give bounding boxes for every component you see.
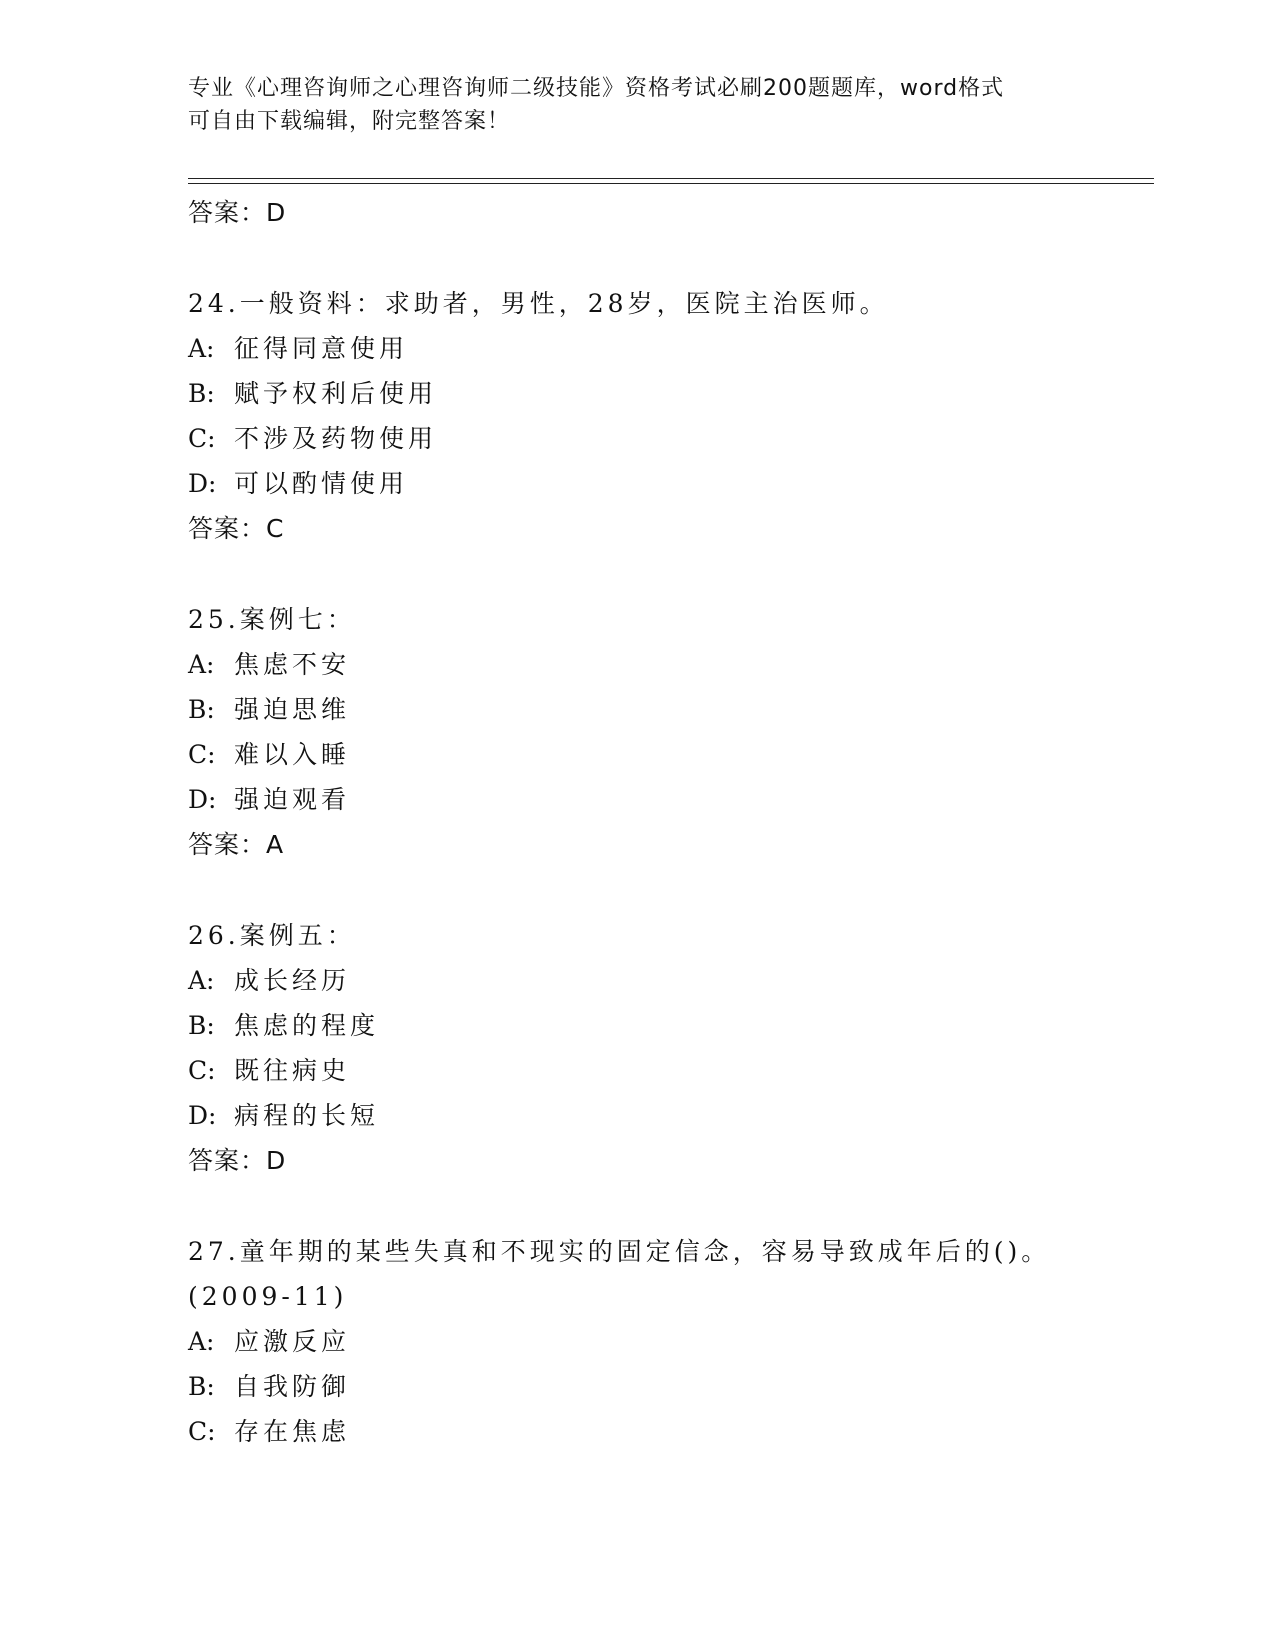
option-letter: B: bbox=[188, 1372, 215, 1401]
option-text: 既往病史 bbox=[234, 1056, 351, 1085]
option-d bbox=[188, 461, 1154, 506]
question-block bbox=[188, 913, 1154, 1183]
option-letter: C: bbox=[188, 740, 216, 769]
option-c bbox=[188, 1409, 1154, 1454]
question-stem: 27.童年期的某些失真和不现实的固定信念，容易导致成年后的()。 bbox=[188, 1237, 1051, 1266]
option-text: 强迫思维 bbox=[234, 695, 351, 724]
question-block bbox=[188, 1229, 1154, 1454]
document-header bbox=[188, 72, 1088, 138]
option-letter: A: bbox=[188, 650, 215, 679]
option-letter: B: bbox=[188, 1011, 215, 1040]
answer-line: 答案：C bbox=[188, 514, 285, 543]
header-line-2: 可自由下载编辑，附完整答案！ bbox=[188, 109, 511, 134]
header-divider-bottom bbox=[188, 183, 1154, 184]
option-d bbox=[188, 1093, 1154, 1138]
option-letter: D: bbox=[188, 469, 217, 498]
option-b bbox=[188, 1364, 1154, 1409]
option-text: 强迫观看 bbox=[234, 785, 351, 814]
option-letter: A: bbox=[188, 966, 215, 995]
header-divider-top bbox=[188, 178, 1154, 179]
option-a bbox=[188, 642, 1154, 687]
option-text: 焦虑的程度 bbox=[234, 1011, 380, 1040]
answer-line: 答案：D bbox=[188, 198, 287, 227]
option-text: 自我防御 bbox=[234, 1372, 351, 1401]
option-d bbox=[188, 777, 1154, 822]
option-text: 征得同意使用 bbox=[234, 334, 409, 363]
question-list bbox=[188, 190, 1154, 1454]
option-letter: D: bbox=[188, 785, 217, 814]
question-block bbox=[188, 281, 1154, 551]
option-text: 焦虑不安 bbox=[234, 650, 351, 679]
header-line-1: 专业《心理咨询师之心理咨询师二级技能》资格考试必刷200题题库，word格式 bbox=[188, 76, 1005, 101]
spacer bbox=[188, 235, 1154, 281]
answer-line: 答案：A bbox=[188, 830, 285, 859]
option-text: 不涉及药物使用 bbox=[234, 424, 438, 453]
option-a bbox=[188, 326, 1154, 371]
option-a bbox=[188, 958, 1154, 1003]
option-letter: D: bbox=[188, 1101, 217, 1130]
spacer bbox=[188, 867, 1154, 913]
spacer bbox=[188, 1183, 1154, 1229]
question-stem: 24.一般资料：求助者，男性，28岁，医院主治医师。 bbox=[188, 289, 889, 318]
option-text: 难以入睡 bbox=[234, 740, 351, 769]
option-text: 存在焦虑 bbox=[234, 1417, 351, 1446]
question-stem: 25.案例七： bbox=[188, 605, 356, 634]
answer-line: 答案：D bbox=[188, 1146, 287, 1175]
option-text: 可以酌情使用 bbox=[234, 469, 409, 498]
option-letter: A: bbox=[188, 334, 215, 363]
option-text: 成长经历 bbox=[234, 966, 351, 995]
option-letter: A: bbox=[188, 1327, 215, 1356]
option-letter: B: bbox=[188, 379, 215, 408]
spacer bbox=[188, 551, 1154, 597]
option-b bbox=[188, 371, 1154, 416]
option-c bbox=[188, 732, 1154, 777]
option-text: 赋予权利后使用 bbox=[234, 379, 438, 408]
option-letter: C: bbox=[188, 1056, 216, 1085]
question-block bbox=[188, 597, 1154, 867]
option-text: 病程的长短 bbox=[234, 1101, 380, 1130]
option-c bbox=[188, 416, 1154, 461]
option-b bbox=[188, 687, 1154, 732]
question-stem: 26.案例五： bbox=[188, 921, 356, 950]
option-letter: B: bbox=[188, 695, 215, 724]
option-letter: C: bbox=[188, 424, 216, 453]
option-text: 应激反应 bbox=[234, 1327, 351, 1356]
option-c bbox=[188, 1048, 1154, 1093]
option-b bbox=[188, 1003, 1154, 1048]
option-letter: C: bbox=[188, 1417, 216, 1446]
question-stem-continued: (2009-11) bbox=[188, 1282, 348, 1311]
option-a bbox=[188, 1319, 1154, 1364]
